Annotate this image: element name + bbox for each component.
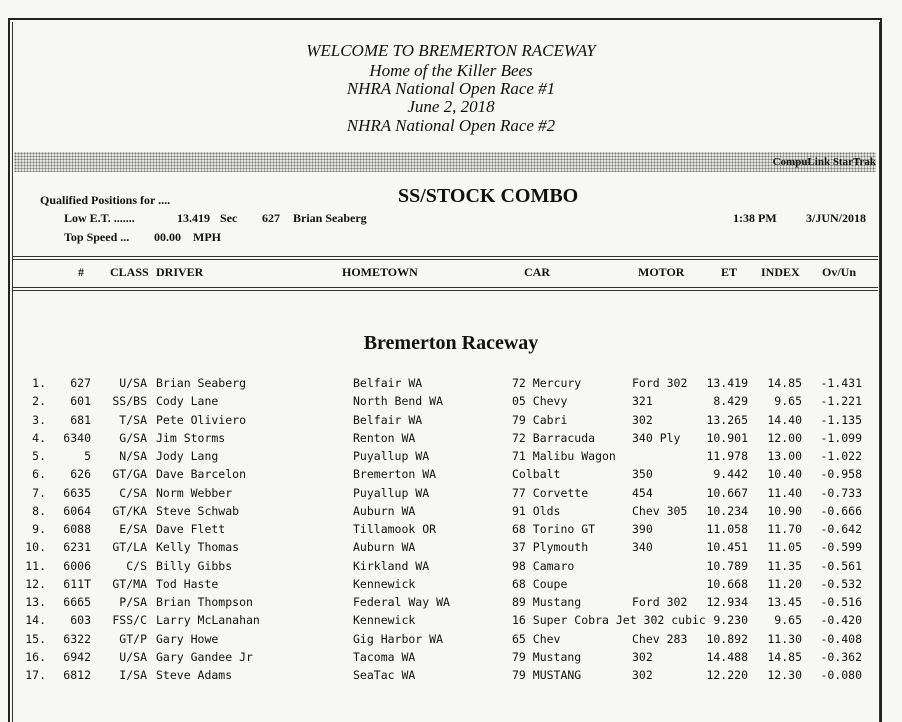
cell-hometown: Kennewick [353, 576, 416, 591]
cell-car-number: 603 [70, 613, 91, 628]
table-row [0, 376, 902, 394]
cell-hometown: Puyallup WA [353, 485, 430, 500]
table-row [0, 632, 902, 650]
cell-index: 14.85 [767, 649, 802, 664]
cell-et: 10.892 [706, 631, 748, 646]
cell-driver: Dave Flett [156, 522, 226, 536]
cell-car-number: 6665 [63, 595, 91, 609]
cell-class: U/SA [119, 649, 147, 664]
cell-ovun: -0.561 [820, 558, 862, 573]
cell-driver: Steve Schwab [156, 503, 240, 518]
cell-class: GT/GA [112, 467, 147, 482]
col-header-motor: MOTOR [638, 265, 685, 279]
cell-et: 10.789 [706, 558, 748, 573]
cell-motor: 302 [632, 412, 653, 427]
cell-ovun: -0.362 [820, 649, 862, 664]
cell-car-number: 5 [84, 449, 91, 463]
cell-hometown: Kennewick [353, 613, 416, 628]
cell-car-number: 6231 [63, 540, 91, 555]
cell-ovun: -1.431 [820, 376, 862, 390]
cell-position: 17. [25, 668, 46, 682]
cell-motor: 302 [632, 668, 653, 682]
cell-et: 9.442 [713, 467, 748, 482]
divider-bottom [12, 287, 878, 288]
cell-et: 10.667 [706, 485, 748, 500]
col-header-number: # [78, 265, 84, 279]
col-header-car: CAR [524, 265, 550, 279]
cell-index: 11.30 [767, 631, 802, 646]
cell-position: 5. [32, 449, 46, 463]
cell-car-number: 626 [70, 467, 91, 482]
low-et-value: 13.419 [177, 211, 210, 225]
cell-et: 9.230 [713, 613, 748, 628]
table-row [0, 577, 902, 595]
cell-driver: Brian Thompson [156, 595, 253, 609]
cell-motor: 390 [632, 522, 653, 536]
cell-class: U/SA [119, 376, 147, 390]
cell-driver: Jim Storms [156, 430, 226, 445]
cell-ovun: -0.733 [820, 485, 862, 500]
cell-et: 11.058 [706, 522, 748, 536]
cell-motor: 302 [632, 649, 653, 664]
cell-et: 14.488 [706, 649, 748, 664]
cell-class: FSS/C [112, 613, 147, 628]
cell-class: C/S [126, 558, 147, 573]
cell-index: 9.65 [774, 394, 802, 409]
cell-car-number: 6088 [63, 522, 91, 536]
cell-index: 13.45 [767, 595, 802, 609]
cell-ovun: -0.958 [820, 467, 862, 482]
cell-index: 14.40 [767, 412, 802, 427]
table-row [0, 467, 902, 485]
cell-index: 11.70 [767, 522, 802, 536]
cell-driver: Gary Gandee Jr [156, 649, 253, 664]
cell-ovun: -0.420 [820, 613, 862, 628]
cell-car: 68 Coupe [512, 576, 568, 591]
low-et-unit: Sec [220, 211, 238, 225]
cell-position: 9. [32, 522, 46, 536]
table-row [0, 650, 902, 668]
cell-position: 12. [25, 576, 46, 591]
header-line-5: NHRA National Open Race #2 [346, 116, 556, 135]
cell-driver: Kelly Thomas [156, 540, 240, 555]
qualified-label: Qualified Positions for .... [40, 193, 171, 207]
cell-driver: Brian Seaberg [156, 376, 247, 390]
cell-et: 13.265 [706, 412, 748, 427]
col-header-driver: DRIVER [156, 265, 204, 279]
cell-et: 10.451 [706, 540, 748, 555]
cell-et: 10.668 [706, 576, 748, 591]
low-et-label: Low E.T. ....... [64, 211, 135, 225]
cell-ovun: -1.099 [820, 430, 862, 445]
table-row [0, 540, 902, 558]
cell-position: 15. [25, 631, 46, 646]
cell-index: 13.00 [767, 449, 802, 463]
class-title: SS/STOCK COMBO [398, 185, 579, 207]
cell-class: SS/BS [112, 394, 147, 409]
cell-et: 10.901 [706, 430, 748, 445]
cell-car-number: 601 [70, 394, 91, 409]
cell-class: GT/KA [112, 503, 147, 518]
low-et-car-number: 627 [262, 211, 280, 225]
cell-car-number: 6635 [63, 485, 91, 500]
cell-hometown: Tacoma WA [353, 649, 416, 664]
table-row [0, 394, 902, 412]
cell-position: 7. [32, 485, 46, 500]
venue-title: Bremerton Raceway [363, 332, 539, 354]
cell-driver: Dave Barcelon [156, 467, 247, 482]
cell-et: 12.220 [706, 668, 748, 682]
cell-car: 91 Olds [512, 503, 561, 518]
cell-index: 11.35 [767, 558, 802, 573]
cell-position: 13. [25, 595, 46, 609]
cell-et: 11.978 [706, 449, 748, 463]
cell-position: 2. [32, 394, 46, 409]
cell-ovun: -0.516 [820, 595, 862, 609]
cell-motor: 350 [632, 467, 653, 482]
cell-car: 65 Chev [512, 631, 561, 646]
divider-top [12, 256, 878, 257]
cell-et: 12.934 [706, 595, 748, 609]
col-header-class: CLASS [110, 265, 149, 279]
table-row [0, 522, 902, 540]
header-line-2: Home of the Killer Bees [369, 61, 533, 80]
cell-car: 05 Chevy [512, 394, 568, 409]
cell-motor: Chev 305 [632, 503, 688, 518]
cell-hometown: Renton WA [353, 430, 416, 445]
cell-car: 79 Cabri [512, 412, 568, 427]
cell-car: 77 Corvette [512, 485, 589, 500]
cell-hometown: Belfair WA [353, 412, 423, 427]
cell-driver: Larry McLanahan [156, 613, 260, 628]
cell-car: 71 Malibu Wagon [512, 449, 616, 463]
cell-class: C/SA [119, 485, 147, 500]
cell-class: GT/LA [112, 540, 147, 555]
cell-motor: 340 [632, 540, 653, 555]
cell-index: 10.90 [767, 503, 802, 518]
cell-driver: Norm Webber [156, 485, 233, 500]
cell-driver: Steve Adams [156, 668, 233, 682]
cell-motor: Ford 302 [632, 595, 688, 609]
cell-et: 13.419 [706, 376, 748, 390]
cell-index: 12.30 [767, 668, 802, 682]
cell-ovun: -1.221 [820, 394, 862, 409]
top-speed-unit: MPH [193, 230, 221, 244]
cell-ovun: -0.080 [820, 668, 862, 682]
cell-driver: Cody Lane [156, 394, 219, 409]
cell-position: 4. [32, 430, 46, 445]
cell-motor: Ford 302 [632, 376, 688, 390]
cell-index: 12.00 [767, 430, 802, 445]
col-header-index: INDEX [761, 265, 800, 279]
table-row [0, 486, 902, 504]
header-line-1: WELCOME TO BREMERTON RACEWAY [306, 41, 596, 60]
cell-class: GT/P [119, 631, 147, 646]
cell-index: 9.65 [774, 613, 802, 628]
table-row [0, 595, 902, 613]
cell-class: I/SA [119, 668, 147, 682]
cell-car: Colbalt [512, 467, 561, 482]
cell-car: 79 Mustang [512, 649, 582, 664]
cell-position: 10. [25, 540, 46, 555]
cell-position: 3. [32, 412, 46, 427]
cell-car-number: 6322 [63, 631, 91, 646]
cell-car-number: 6064 [63, 503, 91, 518]
cell-et: 8.429 [713, 394, 748, 409]
cell-position: 8. [32, 503, 46, 518]
col-header-et: ET [721, 265, 738, 279]
cell-motor: 340 Ply [632, 430, 681, 445]
brand-label: CompuLink StarTrak [772, 156, 876, 168]
cell-car: 79 MUSTANG [512, 668, 582, 682]
cell-hometown: Federal Way WA [353, 595, 450, 609]
cell-car: 72 Mercury [512, 376, 582, 390]
cell-class: G/SA [119, 430, 147, 445]
low-et-driver: Brian Seaberg [293, 211, 367, 225]
cell-hometown: Puyallup WA [353, 449, 430, 463]
cell-index: 14.85 [767, 376, 802, 390]
header-line-3: NHRA National Open Race #1 [346, 79, 556, 98]
cell-car: 16 Super Cobra Jet 302 cubic [512, 613, 706, 628]
cell-car-number: 6006 [63, 558, 91, 573]
cell-ovun: -0.599 [820, 540, 862, 555]
divider-bottom-2 [12, 290, 878, 291]
cell-motor: 454 [632, 485, 653, 500]
report-time: 1:38 PM [733, 211, 777, 225]
cell-index: 10.40 [767, 467, 802, 482]
cell-driver: Gary Howe [156, 631, 219, 646]
cell-hometown: SeaTac WA [353, 668, 416, 682]
cell-class: T/SA [119, 412, 147, 427]
cell-ovun: -0.642 [820, 522, 862, 536]
cell-motor: 321 [632, 394, 653, 409]
cell-position: 6. [32, 467, 46, 482]
cell-car: 68 Torino GT [512, 522, 596, 536]
cell-driver: Jody Lang [156, 449, 219, 463]
cell-et: 10.234 [706, 503, 748, 518]
table-row [0, 431, 902, 449]
cell-car: 89 Mustang [512, 595, 582, 609]
table-row [0, 449, 902, 467]
cell-car-number: 6340 [63, 430, 91, 445]
divider-top-2 [12, 259, 878, 260]
col-header-hometown: HOMETOWN [342, 265, 418, 279]
col-header-ovun: Ov/Un [822, 265, 857, 279]
cell-position: 1. [32, 376, 46, 390]
table-row [0, 613, 902, 631]
cell-driver: Billy Gibbs [156, 558, 233, 573]
cell-position: 11. [25, 558, 46, 573]
table-row [0, 413, 902, 431]
cell-hometown: North Bend WA [353, 394, 444, 409]
cell-car-number: 6942 [63, 649, 91, 664]
cell-car-number: 6812 [63, 668, 91, 682]
cell-position: 14. [25, 613, 46, 628]
cell-car: 37 Plymouth [512, 540, 589, 555]
top-speed-label: Top Speed ... [64, 230, 130, 244]
cell-ovun: -0.666 [820, 503, 862, 518]
table-row [0, 504, 902, 522]
cell-ovun: -0.532 [820, 576, 862, 591]
cell-position: 16. [25, 649, 46, 664]
cell-hometown: Belfair WA [353, 376, 423, 390]
report-date: 3/JUN/2018 [806, 211, 866, 225]
cell-index: 11.20 [767, 576, 802, 591]
cell-class: P/SA [119, 595, 147, 609]
cell-class: GT/MA [112, 576, 147, 591]
cell-driver: Pete Oliviero [156, 412, 247, 427]
cell-hometown: Gig Harbor WA [353, 631, 444, 646]
cell-car: 98 Camaro [512, 558, 575, 573]
cell-car-number: 611T [63, 576, 91, 591]
cell-ovun: -1.022 [820, 449, 862, 463]
table-row [0, 668, 902, 686]
cell-index: 11.05 [767, 540, 802, 555]
cell-hometown: Bremerton WA [353, 467, 437, 482]
cell-hometown: Kirkland WA [353, 558, 430, 573]
cell-hometown: Auburn WA [353, 503, 416, 518]
header-line-4: June 2, 2018 [407, 97, 495, 116]
cell-driver: Tod Haste [156, 576, 219, 591]
cell-car-number: 627 [70, 376, 91, 390]
cell-ovun: -0.408 [820, 631, 862, 646]
top-speed-value: 00.00 [154, 230, 181, 244]
cell-ovun: -1.135 [820, 412, 862, 427]
cell-index: 11.40 [767, 485, 802, 500]
table-row [0, 559, 902, 577]
cell-car-number: 681 [70, 412, 91, 427]
cell-motor: Chev 283 [632, 631, 688, 646]
cell-class: N/SA [119, 449, 147, 463]
cell-class: E/SA [119, 522, 147, 536]
cell-hometown: Auburn WA [353, 540, 416, 555]
dotted-band [14, 152, 876, 172]
cell-car: 72 Barracuda [512, 430, 596, 445]
cell-hometown: Tillamook OR [353, 522, 437, 536]
